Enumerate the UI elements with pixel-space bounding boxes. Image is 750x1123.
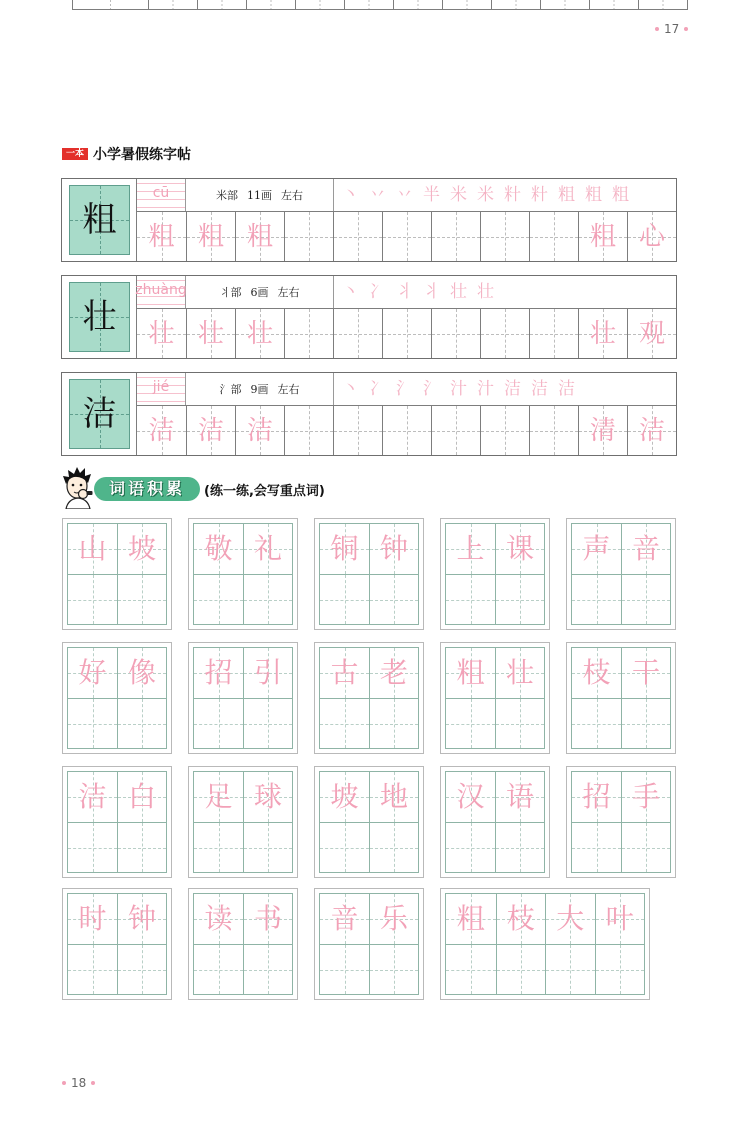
practice-cell (382, 308, 431, 358)
word-box (188, 888, 298, 1000)
word-cell (621, 772, 670, 822)
word-cell (572, 772, 621, 822)
pinyin-box (137, 179, 186, 211)
word-box (314, 518, 424, 630)
word-box (62, 518, 172, 630)
word-box (188, 766, 298, 878)
word-cell (320, 698, 369, 748)
stroke-order-step: 丷 (396, 184, 413, 205)
word-cell (243, 648, 292, 698)
word-grid (319, 647, 419, 749)
practice-cell (382, 405, 431, 455)
word-cell (320, 894, 369, 944)
word-grid (319, 771, 419, 873)
word-character: 干 (631, 656, 660, 689)
word-character: 像 (127, 656, 156, 689)
word-character: 语 (505, 780, 534, 813)
word-cell (446, 822, 495, 872)
word-character: 音 (330, 902, 359, 935)
word-cell (595, 944, 645, 994)
stroke-order-step: 米 (477, 184, 494, 205)
word-cell (369, 524, 418, 574)
word-character: 好 (78, 656, 107, 689)
word-box (440, 888, 650, 1000)
word-cell (194, 894, 243, 944)
practice-cell (333, 405, 382, 455)
trace-character: 壮 (589, 318, 616, 349)
word-character: 粗 (456, 656, 485, 689)
trace-character: 壮 (148, 318, 175, 349)
word-cell (572, 574, 621, 624)
stroke-order-step: 壮 (450, 281, 467, 302)
word-box (188, 642, 298, 754)
word-character: 乐 (379, 902, 408, 935)
word-character: 音 (631, 532, 660, 565)
practice-cell (578, 211, 627, 261)
stroke-order-step: 丶 (342, 184, 359, 205)
word-character: 坡 (127, 532, 156, 565)
word-character: 汉 (456, 780, 485, 813)
stroke-order-step: 壮 (477, 281, 494, 302)
practice-cell (186, 405, 235, 455)
page-number-value: 17 (664, 22, 680, 36)
trace-character: 粗 (246, 221, 273, 252)
word-cell (369, 894, 418, 944)
book-header (62, 146, 191, 162)
practice-cell (235, 211, 284, 261)
practice-cell (431, 308, 480, 358)
word-character: 球 (253, 780, 282, 813)
practice-cell (284, 211, 333, 261)
word-cell (243, 944, 292, 994)
word-character: 敬 (204, 532, 233, 565)
stroke-count-label: 11画 (247, 189, 272, 202)
word-grid (445, 771, 545, 873)
pinyin-guide-line (137, 304, 185, 305)
word-cell (194, 574, 243, 624)
stroke-order-step: 籵 (504, 184, 521, 205)
word-character: 壮 (505, 656, 534, 689)
previous-page-grid-fragment (0, 0, 750, 12)
character-info (186, 276, 333, 308)
pinyin-box (137, 276, 186, 308)
pinyin-text: zhuàng (135, 282, 187, 298)
word-grid (571, 771, 671, 873)
word-character: 铜 (330, 532, 359, 565)
word-cell (68, 822, 117, 872)
stroke-order-step: 冫 (369, 378, 386, 399)
page-number-dot (684, 27, 688, 31)
word-grid (193, 893, 293, 995)
word-character: 大 (556, 902, 585, 935)
practice-cell (578, 405, 627, 455)
word-cell (495, 524, 544, 574)
stroke-order-sequence (334, 276, 676, 308)
word-character: 地 (379, 780, 408, 813)
word-character: 引 (253, 656, 282, 689)
word-cell (117, 894, 166, 944)
word-box (314, 766, 424, 878)
model-character: 洁 (82, 394, 117, 434)
trace-character: 洁 (638, 415, 665, 446)
practice-cell (627, 211, 676, 261)
word-cell (194, 822, 243, 872)
word-cell (572, 648, 621, 698)
word-cell (68, 648, 117, 698)
word-cell (446, 524, 495, 574)
book-title: 小学暑假练字帖 (93, 147, 191, 163)
stroke-order-step: 洁 (504, 378, 521, 399)
vocab-section-header (60, 465, 370, 509)
practice-cell (137, 211, 186, 261)
word-cell (446, 894, 496, 944)
word-character: 坡 (330, 780, 359, 813)
stroke-order-step: 冫 (369, 281, 386, 302)
practice-cell (333, 308, 382, 358)
radical-label: 氵部 (219, 383, 242, 396)
word-cell (320, 524, 369, 574)
trace-character: 粗 (589, 221, 616, 252)
model-character-cell (62, 373, 137, 455)
pinyin-guide-line (137, 207, 185, 208)
stroke-order-step: 氵 (396, 378, 413, 399)
practice-cell (431, 405, 480, 455)
word-cell (243, 524, 292, 574)
practice-cell (578, 308, 627, 358)
word-cell (68, 524, 117, 574)
word-cell (496, 944, 546, 994)
word-box (566, 642, 676, 754)
practice-cell (137, 405, 186, 455)
word-cell (117, 822, 166, 872)
word-cell (117, 698, 166, 748)
practice-cell (284, 308, 333, 358)
word-cell (117, 944, 166, 994)
pinyin-guide-line (137, 280, 185, 281)
word-grid (445, 893, 645, 995)
vocab-section-title: 词语积累 (94, 477, 200, 501)
pinyin-guide-line (137, 183, 185, 184)
word-cell (194, 944, 243, 994)
word-cell (320, 648, 369, 698)
word-cell (194, 698, 243, 748)
stroke-order-step: 丶 (342, 281, 359, 302)
radical-label: 米部 (216, 189, 238, 202)
word-cell (495, 648, 544, 698)
word-cell (194, 772, 243, 822)
practice-cell (333, 211, 382, 261)
practice-cell (529, 308, 578, 358)
word-cell (621, 524, 670, 574)
model-character-cell (62, 276, 137, 358)
page-number-dot (91, 1081, 95, 1085)
pinyin-text: cū (152, 185, 170, 201)
stroke-order-step: 籵 (531, 184, 548, 205)
model-character: 粗 (82, 200, 117, 240)
word-grid (445, 523, 545, 625)
word-grid (571, 523, 671, 625)
stroke-order-step: 米 (450, 184, 467, 205)
word-cell (621, 648, 670, 698)
stroke-order-step: 氵 (423, 378, 440, 399)
stroke-order-step: 丬 (423, 281, 440, 302)
word-cell (117, 648, 166, 698)
word-cell (446, 574, 495, 624)
practice-cell (186, 308, 235, 358)
word-cell (369, 772, 418, 822)
word-character: 课 (505, 532, 534, 565)
structure-label: 左右 (281, 189, 303, 202)
word-character: 枝 (506, 902, 535, 935)
word-cell (243, 894, 292, 944)
word-box (188, 518, 298, 630)
word-cell (369, 822, 418, 872)
word-character: 读 (204, 902, 233, 935)
word-cell (243, 822, 292, 872)
practice-cell (431, 211, 480, 261)
radical-label: 丬部 (219, 286, 242, 299)
page-number-bottom (62, 1075, 95, 1091)
pinyin-box (137, 373, 186, 405)
pinyin-guide-line (137, 401, 185, 402)
trace-character: 观 (638, 318, 665, 349)
word-grid (193, 771, 293, 873)
word-grid (67, 771, 167, 873)
boy-icon (60, 465, 96, 509)
word-character: 老 (379, 656, 408, 689)
stroke-order-step: 丶 (342, 378, 359, 399)
word-cell (194, 648, 243, 698)
word-character: 钟 (379, 532, 408, 565)
word-cell (572, 524, 621, 574)
word-cell (446, 772, 495, 822)
word-box (566, 518, 676, 630)
structure-label: 左右 (277, 286, 300, 299)
word-cell (595, 894, 645, 944)
stroke-order-sequence (334, 179, 676, 211)
stroke-order-step: 洁 (558, 378, 575, 399)
word-character: 枝 (582, 656, 611, 689)
stroke-order-step: 丷 (369, 184, 386, 205)
model-character-box (69, 379, 130, 449)
practice-cell (235, 405, 284, 455)
word-character: 招 (582, 780, 611, 813)
page-number-top (655, 21, 688, 37)
word-cell (369, 648, 418, 698)
word-cell (320, 772, 369, 822)
word-box (62, 642, 172, 754)
word-cell (446, 648, 495, 698)
word-cell (369, 698, 418, 748)
character-info (186, 373, 333, 405)
practice-cell (480, 308, 529, 358)
word-grid (67, 523, 167, 625)
trace-character: 清 (589, 415, 616, 446)
trace-character: 壮 (197, 318, 224, 349)
word-cell (68, 698, 117, 748)
trace-character: 洁 (246, 415, 273, 446)
stroke-order-step: 半 (423, 184, 440, 205)
practice-cell (529, 211, 578, 261)
word-cell (320, 944, 369, 994)
stroke-order-sequence (334, 373, 676, 405)
word-character: 足 (204, 780, 233, 813)
stroke-order-step: 粗 (585, 184, 602, 205)
word-cell (621, 698, 670, 748)
word-box (314, 642, 424, 754)
word-cell (68, 772, 117, 822)
vocab-section-subtitle: (练一练,会写重点词) (204, 484, 325, 499)
word-cell (545, 894, 595, 944)
stroke-order-step: 洁 (531, 378, 548, 399)
word-character: 古 (330, 656, 359, 689)
word-character: 上 (456, 532, 485, 565)
word-cell (496, 894, 546, 944)
stroke-order-step: 丬 (396, 281, 413, 302)
word-cell (621, 822, 670, 872)
word-cell (68, 944, 117, 994)
word-character: 山 (78, 532, 107, 565)
word-cell (320, 822, 369, 872)
trace-character: 壮 (246, 318, 273, 349)
stroke-order-step: 汁 (450, 378, 467, 399)
practice-cell (284, 405, 333, 455)
word-character: 手 (631, 780, 660, 813)
stroke-order-step: 粗 (558, 184, 575, 205)
word-cell (369, 574, 418, 624)
word-character: 礼 (253, 532, 282, 565)
practice-cell (235, 308, 284, 358)
word-character: 白 (127, 780, 156, 813)
word-cell (117, 772, 166, 822)
character-info (186, 179, 333, 211)
word-grid (445, 647, 545, 749)
character-row (61, 372, 677, 456)
practice-cell (137, 308, 186, 358)
brand-badge: 一本 (62, 148, 88, 160)
word-grid (193, 523, 293, 625)
word-character: 粗 (456, 902, 485, 935)
trace-character: 粗 (197, 221, 224, 252)
model-character: 壮 (82, 297, 117, 337)
word-cell (243, 698, 292, 748)
word-box (314, 888, 424, 1000)
word-cell (446, 698, 495, 748)
model-character-box (69, 185, 130, 255)
word-box (62, 766, 172, 878)
model-character-box (69, 282, 130, 352)
trace-character: 洁 (148, 415, 175, 446)
word-character: 钟 (127, 902, 156, 935)
word-grid (319, 893, 419, 995)
word-cell (572, 698, 621, 748)
word-cell (621, 574, 670, 624)
word-character: 招 (204, 656, 233, 689)
word-grid (319, 523, 419, 625)
word-cell (495, 574, 544, 624)
word-grid (67, 647, 167, 749)
word-cell (320, 574, 369, 624)
word-box (440, 518, 550, 630)
word-character: 书 (253, 902, 282, 935)
pinyin-guide-line (137, 377, 185, 378)
word-cell (117, 574, 166, 624)
practice-cell (529, 405, 578, 455)
word-character: 时 (78, 902, 107, 935)
word-box (566, 766, 676, 878)
word-grid (571, 647, 671, 749)
practice-cell (627, 308, 676, 358)
practice-cell (382, 211, 431, 261)
page-number-value: 18 (71, 1076, 87, 1090)
word-cell (68, 574, 117, 624)
stroke-order-step: 粗 (612, 184, 629, 205)
practice-cell (480, 211, 529, 261)
page-number-dot (655, 27, 659, 31)
stroke-count-label: 6画 (250, 286, 269, 299)
word-character: 声 (582, 532, 611, 565)
stroke-count-label: 9画 (250, 383, 269, 396)
word-cell (243, 772, 292, 822)
word-cell (495, 822, 544, 872)
word-cell (446, 944, 496, 994)
word-cell (495, 698, 544, 748)
word-character: 洁 (78, 780, 107, 813)
word-cell (68, 894, 117, 944)
word-cell (369, 944, 418, 994)
word-cell (545, 944, 595, 994)
word-character: 叶 (605, 902, 634, 935)
word-box (440, 766, 550, 878)
word-box (62, 888, 172, 1000)
trace-character: 洁 (197, 415, 224, 446)
character-row (61, 275, 677, 359)
practice-cell (480, 405, 529, 455)
word-cell (572, 822, 621, 872)
page-number-dot (62, 1081, 66, 1085)
structure-label: 左右 (277, 383, 300, 396)
stroke-order-step: 汁 (477, 378, 494, 399)
word-box (440, 642, 550, 754)
word-grid (67, 893, 167, 995)
model-character-cell (62, 179, 137, 261)
practice-cell (186, 211, 235, 261)
word-cell (243, 574, 292, 624)
word-grid (193, 647, 293, 749)
word-cell (194, 524, 243, 574)
character-row (61, 178, 677, 262)
trace-character: 心 (638, 221, 665, 252)
practice-cell (627, 405, 676, 455)
word-cell (117, 524, 166, 574)
trace-character: 粗 (148, 221, 175, 252)
pinyin-text: jié (152, 379, 170, 395)
word-cell (495, 772, 544, 822)
